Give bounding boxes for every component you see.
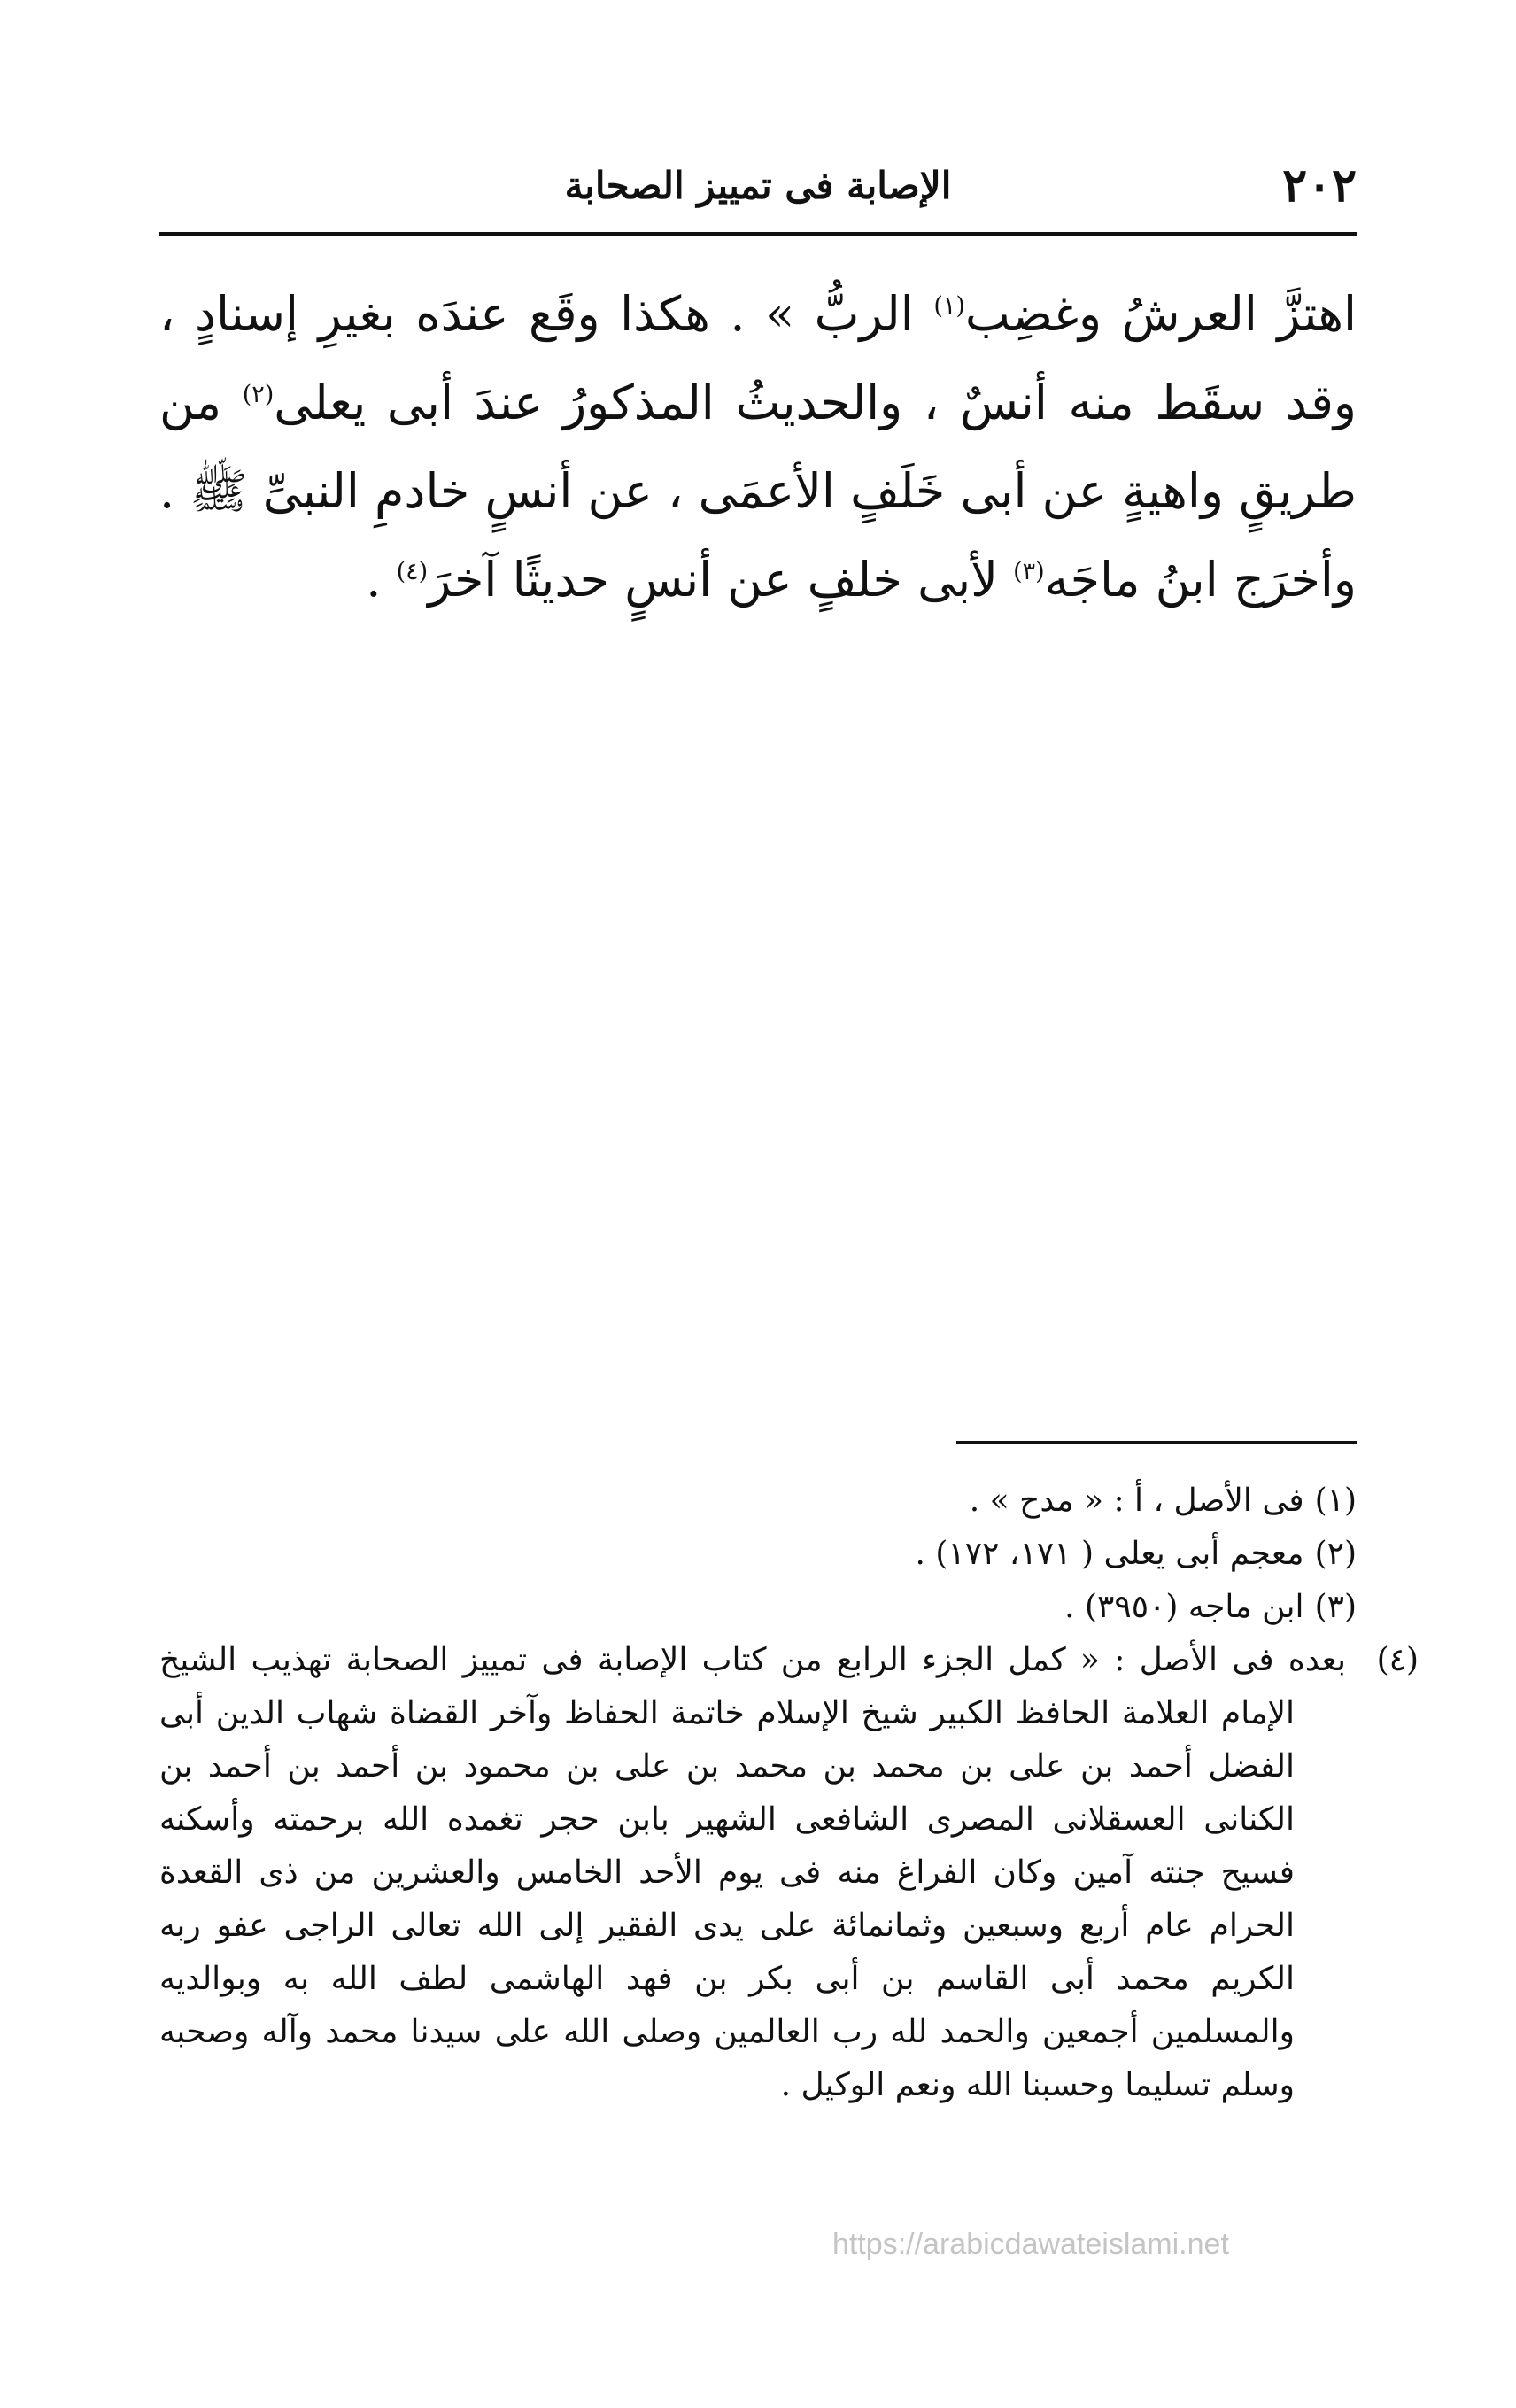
footnote-ref-2: (٢) (242, 381, 275, 408)
footnote-number: (٣) (1314, 1589, 1357, 1625)
footnote-4: (٤)بعده فى الأصل : « كمل الجزء الرابع من كتاب الإصابة فى تمييز الصحابة تهذيب الشيخ الإمام العلامة الحافظ الكبير شيخ الإسلام خاتمة الحفاظ وآخر القضاة شهاب الدين أبى الفضل أحمد بن على بن محمد بن محمد بن على بن محمود بن أحمد بن أحمد بن الكنانى العسقلانى المصرى الشافعى الشهير بابن حجر تغمده الله برحمته وأسكنه فسيح جنته آمين وكان الفراغ منه فى يوم الأحد الخامس والعشرين من ذى القعدة الحرام عام أربع وسبعين وثمانمائة على يدى الفقير إلى الله تعالى الراجى عفو ربه الكريم محمد أبى القاسم بن أبى بكر بن فهد الهاشمى لطف الله به وبوالديه والمسلمين أجمعين والحمد لله رب العالمين وصلى الله على سيدنا محمد وآله وصحبه وسلم تسليما وحسبنا الله ونعم الوكيل . (159, 1642, 1419, 2103)
footnote-text: بعده فى الأصل : « كمل الجزء الرابع من كتاب الإصابة فى تمييز الصحابة تهذيب الشيخ الإمام العلامة الحافظ الكبير شيخ الإسلام خاتمة الحفاظ وآخر القضاة شهاب الدين أبى الفضل أحمد بن على بن محمد بن محمد بن على بن محمود بن أحمد بن أحمد بن الكنانى العسقلانى المصرى الشافعى الشهير بابن حجر تغمده الله برحمته وأسكنه فسيح جنته آمين وكان الفراغ منه فى يوم الأحد الخامس والعشرين من ذى القعدة الحرام عام أربع وسبعين وثمانمائة على يدى الفقير إلى الله تعالى الراجى عفو ربه الكريم محمد أبى القاسم بن أبى بكر بن فهد الهاشمى لطف الله به وبوالديه والمسلمين أجمعين والحمد لله رب العالمين وصلى الله على سيدنا محمد وآله وصحبه وسلم تسليما وحسبنا الله ونعم الوكيل . (159, 1642, 1346, 2103)
main-text (159, 270, 1357, 624)
footnote-text: فى الأصل ، أ : « مدح » . (969, 1483, 1304, 1519)
footnote-text: ابن ماجه (٣٩٥٠) . (1064, 1589, 1304, 1625)
main-text-segment: . (366, 552, 397, 608)
header-divider (159, 232, 1357, 236)
footnote-1 (159, 1475, 1357, 1528)
footnote-ref-4: (٤) (396, 558, 429, 585)
footnote-2 (159, 1528, 1357, 1581)
running-title: الإصابة فى تمييز الصحابة (564, 164, 952, 207)
footnote-text: معجم أبى يعلى ( ١٧١، ١٧٢) . (915, 1536, 1304, 1572)
footnote-divider (956, 1441, 1357, 1444)
page-number: ٢٠٢ (1282, 159, 1357, 213)
main-text-segment: لأبى خلفٍ عن أنسٍ حديثًا آخرَ (428, 552, 1014, 608)
footnote-ref-3: (٣) (1013, 558, 1045, 585)
main-text-segment: اهتزَّ العرشُ وغضِب (964, 286, 1357, 342)
footnotes (159, 1475, 1419, 2112)
watermark-url: https://arabicdawateislami.net (832, 2227, 1229, 2261)
footnote-ref-1: (١) (933, 292, 965, 320)
page-header (159, 155, 1357, 217)
footnote-number: (٢) (1314, 1536, 1357, 1572)
footnote-number: (١) (1314, 1483, 1357, 1519)
footnote-3 (159, 1581, 1357, 1634)
main-text-segment: من طريقٍ واهيةٍ عن أبى خَلَفٍ الأعمَى ، عن أنسٍ خادمِ النبىِّ ﷺ . وأخرَج ابنُ ماجَه (159, 375, 1357, 608)
main-text-segment: الربُّ » . هكذا وقَع عندَه بغيرِ إسنادٍ ، وقد سقَط منه أنسٌ ، والحديثُ المذكورُ عندَ أبى يعلى (159, 286, 1357, 430)
